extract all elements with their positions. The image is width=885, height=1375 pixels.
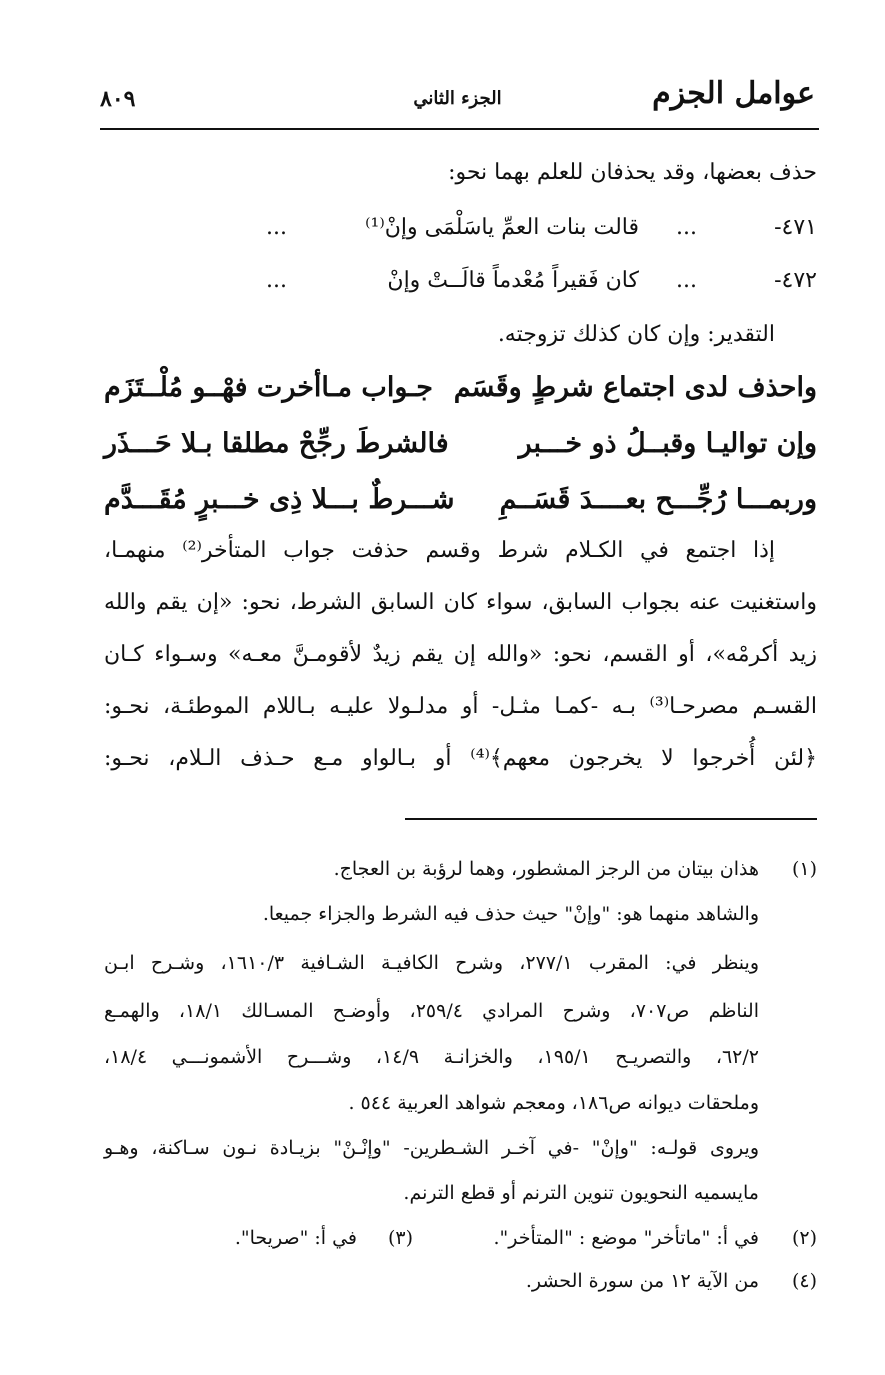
- book-title: عوامل الجزم: [652, 76, 815, 111]
- footnote-text: هذان بيتان من الرجز المشطور، وهما لرؤبة بن العجاج.: [333, 858, 759, 880]
- footnote-line: الناظم ص٧٠٧، وشرح المرادي ٢٥٩/٤، وأوضـح المسـالك ١٨/١، والهمـع: [104, 1000, 759, 1022]
- taqdir-line: التقدير: وإن كان كذلك تزوجته.: [497, 322, 775, 347]
- part-label: الجزء الثاني: [413, 88, 502, 109]
- footnote-line: وينظر في: المقرب ٢٧٧/١، وشرح الكافيـة الشـافية ١٦١٠/٣، وشـرح ابـن: [104, 952, 760, 974]
- page-header: [100, 74, 815, 130]
- paragraph-line: القسـم مصرحـا⁽³⁾ بـه -كمـا مثـل- أو مدلـولا عليـه بـاللام الموطئـة، نحـو:: [104, 694, 817, 719]
- footnote-line: ويروى قولـه: "وإنْ" -في آخـر الشـطرين- "وإنْـنْ" بزيـادة نـون سـاكنة، وهـو: [104, 1137, 759, 1159]
- ellipsis: ...: [266, 268, 287, 293]
- footnote-marker: (٣): [387, 1227, 413, 1249]
- footnote-text: من الآية ١٢ من سورة الحشر.: [525, 1270, 759, 1292]
- footnote-marker: (١): [791, 858, 817, 880]
- ellipsis: ...: [266, 215, 287, 240]
- footnote-marker: (٤): [791, 1270, 817, 1292]
- footnote-line: والشاهد منهما هو: "وإنْ" حيث حذف فيه الشرط والجزاء جميعا.: [262, 903, 759, 925]
- paragraph-line: ﴿لئن أُخرجوا لا يخرجون معهم﴾⁽⁴⁾ أو بـالواو مـع حـذف الـلام، نحـو:: [104, 746, 818, 771]
- footnote-line: مايسميه النحويون تنوين الترنم أو قطع الترنم.: [403, 1182, 759, 1204]
- verse-hemistich: جـواب مـاأخرت فهْــو مُلْــتَزَم: [104, 372, 433, 403]
- footnote-marker: (٢): [791, 1227, 817, 1249]
- intro-line: حذف بعضها، وقد يحذفان للعلم بهما نحو:: [448, 160, 817, 185]
- paragraph-line: واستغنيت عنه بجواب السابق، سواء كان السابق الشرط، نحو: «إن يقم والله: [104, 590, 817, 615]
- paragraph-line: زيد أكرمْه»، أو القسم، نحو: «والله إن يقم زيدٌ لأقومـنَّ معـه» وسـواء كـان: [104, 642, 817, 667]
- shahid-number: ٤٧١-: [774, 215, 817, 240]
- verse-hemistich: واحذف لدى اجتماع شرطٍ وقَسَم: [453, 372, 817, 403]
- ellipsis: ...: [676, 268, 697, 293]
- page-number: ٨٠٩: [100, 86, 136, 112]
- shahid-text: كان فَقيراً مُعْدماً قالَــتْ وإنْ: [387, 268, 639, 293]
- shahid-number: ٤٧٢-: [774, 268, 817, 293]
- verse-hemistich: وإن تواليـا وقبــلُ ذو خـــبر: [518, 428, 817, 459]
- footnote-text: في أ: "ماتأخر" موضع : "المتأخر".: [493, 1227, 759, 1249]
- verse-hemistich: وربمـــا رُجِّـــح بعــــدَ قَسَــمِ: [499, 484, 817, 515]
- footnote-rule: [405, 818, 817, 820]
- paragraph-line: إذا اجتمع في الكـلام شرط وقسم حذفت جواب المتأخر⁽²⁾ منهمـا،: [104, 538, 775, 563]
- verse-hemistich: فالشرطَ رجِّحْ مطلقا بـلا حَـــذَر: [104, 428, 449, 459]
- shahid-text: قالت بنات العمِّ ياسَلْمَى وإنْ⁽¹⁾: [365, 215, 639, 240]
- header-rule: [100, 128, 819, 130]
- footnote-text: في أ: "صريحا".: [234, 1227, 357, 1249]
- footnote-line: ٦٢/٢، والتصريـح ١٩٥/١، والخزانـة ١٤/٩، وشـــرح الأشمونـــي ١٨/٤،: [104, 1046, 759, 1068]
- ellipsis: ...: [676, 215, 697, 240]
- verse-hemistich: شـــرطٌ بـــلا ذِى خـــبرٍ مُقَـــدَّم: [104, 484, 455, 515]
- footnote-line: وملحقات ديوانه ص١٨٦، ومعجم شواهد العربية ٥٤٤ .: [348, 1092, 759, 1114]
